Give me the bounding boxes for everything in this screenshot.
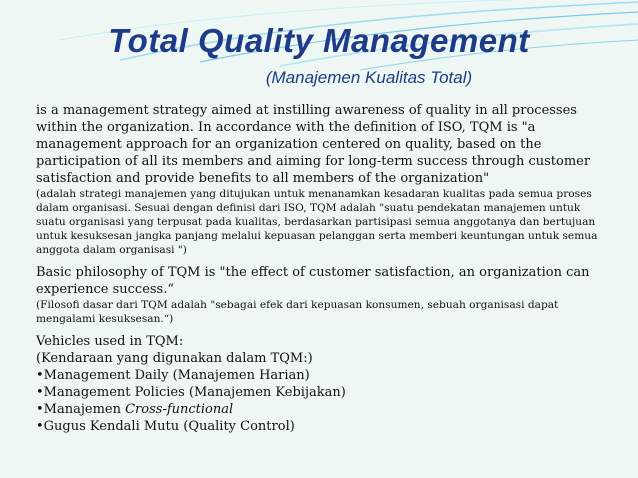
vehicle-item-cross-prefix: •Manajemen [36, 402, 126, 417]
definition-indonesian: (adalah strategi manajemen yang ditujukan untuk menanamkan kesadaran kualitas pada semua proses dalam organisasi. Sesuai dengan definisi dari ISO, TQM adalah "suatu pendekatan manajemen untuk suatu organisasi yang terpusat pada kualitas, berdasarkan partisipasi semua anggotanya dan bertujuan untuk kesuksesan jangka panjang melalui kepuasan pelanggan serta memberi keuntungan untuk semua anggota dalam organisasi ") [36, 188, 598, 256]
slide-title: Total Quality Management [108, 22, 530, 59]
vehicle-item-daily: •Management Daily (Manajemen Harian) [36, 368, 310, 383]
slide-subtitle: (Manajemen Kualitas Total) [265, 68, 473, 87]
vehicle-item-cross-italic: Cross-functional [125, 402, 234, 417]
definition-english: is a management strategy aimed at instilling awareness of quality in all processes within the organization. In accordance with the definition of ISO, TQM is "a management approach for an organization centered on quality, based on the participation of all its members and aiming for long-term success through customer satisfaction and provide benefits to all members of the organization" [36, 103, 591, 186]
vehicle-item-policies: •Management Policies (Manajemen Kebijakan) [36, 385, 346, 400]
vehicles-heading-indonesian: (Kendaraan yang digunakan dalam TQM:) [36, 351, 313, 366]
vehicle-item-cross-functional [36, 401, 606, 418]
vehicle-item-quality-control: •Gugus Kendali Mutu (Quality Control) [36, 419, 295, 434]
vehicles-heading: Vehicles used in TQM: [36, 334, 184, 349]
slide-body [36, 102, 606, 435]
philosophy-indonesian: (Filosofi dasar dari TQM adalah "sebagai efek dari kepuasan konsumen, sebuah organisasi dapat mengalami kesuksesan.“) [36, 299, 559, 325]
philosophy-english: Basic philosophy of TQM is "the effect of customer satisfaction, an organization can experience success.“ [36, 265, 590, 297]
